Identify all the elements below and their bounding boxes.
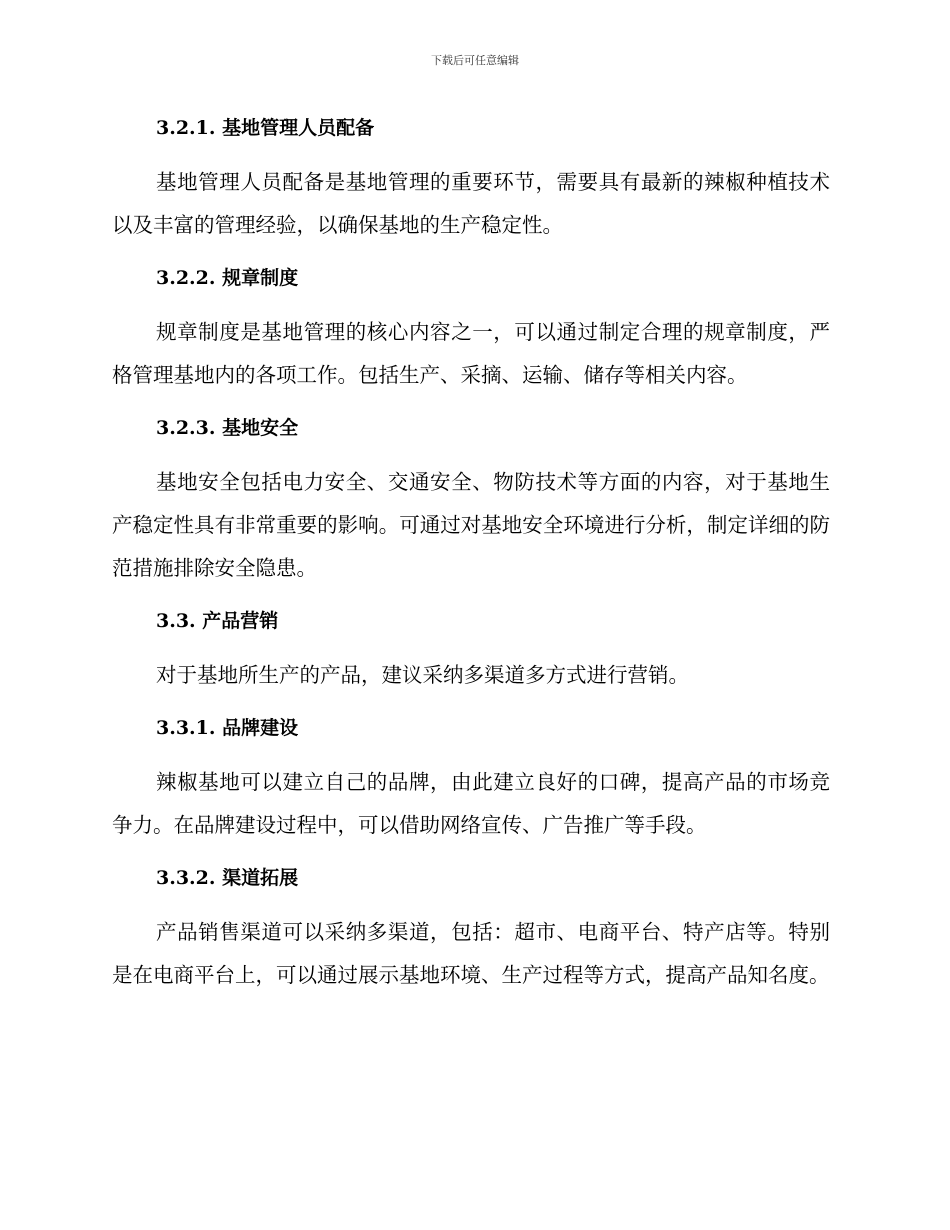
section-paragraph-3-2-3: 基地安全包括电力安全、交通安全、物防技术等方面的内容，对于基地生产稳定性具有非常重要的影响。可通过对基地安全环境进行分析，制定详细的防范措施排除安全隐患。 — [112, 470, 830, 580]
section-paragraph-3-3-2: 产品销售渠道可以采纳多渠道，包括：超市、电商平台、特产店等。特别是在电商平台上，可以通过展示基地环境、生产过程等方式，提高产品知名度。 — [112, 920, 830, 987]
page-header: 下载后可任意编辑 — [431, 54, 519, 67]
section-heading-3-2-1: 3.2.1. 基地管理人员配备 — [156, 117, 375, 139]
section-heading-3-3-1: 3.3.1. 品牌建设 — [156, 717, 299, 739]
section-paragraph-3-2-1: 基地管理人员配备是基地管理的重要环节，需要具有最新的辣椒种植技术以及丰富的管理经验，以确保基地的生产稳定性。 — [112, 170, 830, 237]
section-paragraph-3-3: 对于基地所生产的产品，建议采纳多渠道多方式进行营销。 — [156, 663, 689, 687]
section-heading-3-3-2: 3.3.2. 渠道拓展 — [156, 867, 299, 889]
section-heading-3-2-3: 3.2.3. 基地安全 — [156, 417, 299, 439]
section-heading-3-3: 3.3. 产品营销 — [156, 610, 279, 632]
section-paragraph-3-2-2: 规章制度是基地管理的核心内容之一，可以通过制定合理的规章制度，严格管理基地内的各项工作。包括生产、采摘、运输、储存等相关内容。 — [112, 320, 830, 387]
document-body — [112, 108, 830, 997]
section-paragraph-3-3-1: 辣椒基地可以建立自己的品牌，由此建立良好的口碑，提高产品的市场竞争力。在品牌建设过程中，可以借助网络宣传、广告推广等手段。 — [112, 770, 830, 837]
section-heading-3-2-2: 3.2.2. 规章制度 — [156, 267, 299, 289]
